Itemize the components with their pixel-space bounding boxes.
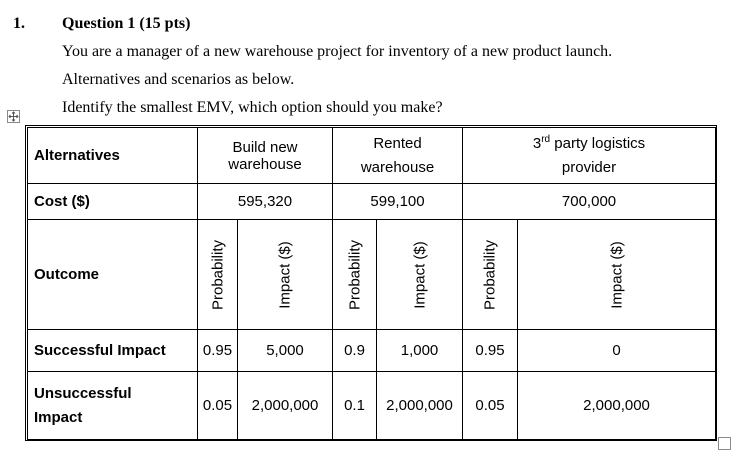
- successful-probability-build: 0.95: [198, 330, 238, 372]
- rented-warehouse-header: Rented warehouse: [333, 128, 463, 184]
- unsuccessful-probability-rented: 0.1: [333, 372, 377, 440]
- impact-header-build: Impact ($): [238, 220, 333, 330]
- question-number: 1.: [13, 15, 25, 32]
- successful-impact-build: 5,000: [238, 330, 333, 372]
- cost-third-party-logistics: 700,000: [463, 184, 716, 220]
- successful-impact-third-party: 0: [518, 330, 716, 372]
- question-paragraph-3: Identify the smallest EMV, which option should you make?: [62, 99, 443, 116]
- cost-label: Cost ($): [28, 184, 198, 220]
- unsuccessful-impact-build: 2,000,000: [238, 372, 333, 440]
- build-new-warehouse-header: Build new warehouse: [198, 128, 333, 184]
- question-title: Question 1 (15 pts): [62, 15, 191, 32]
- successful-probability-rented: 0.9: [333, 330, 377, 372]
- outcome-label: Outcome: [28, 220, 198, 330]
- unsuccessful-impact-label: Unsuccessful Impact: [28, 372, 198, 440]
- successful-impact-row: [28, 330, 716, 372]
- successful-impact-label: Successful Impact: [28, 330, 198, 372]
- probability-header-rented: Probability: [333, 220, 377, 330]
- successful-impact-rented: 1,000: [377, 330, 463, 372]
- successful-probability-third-party: 0.95: [463, 330, 518, 372]
- third-party-logistics-header: 3rd party logistics provider: [463, 128, 716, 184]
- probability-header-third-party: Probability: [463, 220, 518, 330]
- question-paragraph-1: You are a manager of a new warehouse project for inventory of a new product launch.: [62, 43, 613, 60]
- unsuccessful-impact-row: [28, 372, 716, 440]
- alternatives-table: [27, 127, 716, 440]
- cost-rented-warehouse: 599,100: [333, 184, 463, 220]
- cost-row: [28, 184, 716, 220]
- unsuccessful-probability-build: 0.05: [198, 372, 238, 440]
- cost-build-new-warehouse: 595,320: [198, 184, 333, 220]
- probability-header-build: Probability: [198, 220, 238, 330]
- outcome-row: [28, 220, 716, 330]
- impact-header-third-party: Impact ($): [518, 220, 716, 330]
- impact-header-rented: Impact ($): [377, 220, 463, 330]
- alternatives-header: Alternatives: [28, 128, 198, 184]
- unsuccessful-impact-third-party: 2,000,000: [518, 372, 716, 440]
- question-paragraph-2: Alternatives and scenarios as below.: [62, 71, 295, 88]
- table-move-handle-icon[interactable]: [7, 110, 20, 123]
- table-resize-handle-icon[interactable]: [718, 437, 731, 450]
- unsuccessful-probability-third-party: 0.05: [463, 372, 518, 440]
- unsuccessful-impact-rented: 2,000,000: [377, 372, 463, 440]
- header-row: [28, 128, 716, 184]
